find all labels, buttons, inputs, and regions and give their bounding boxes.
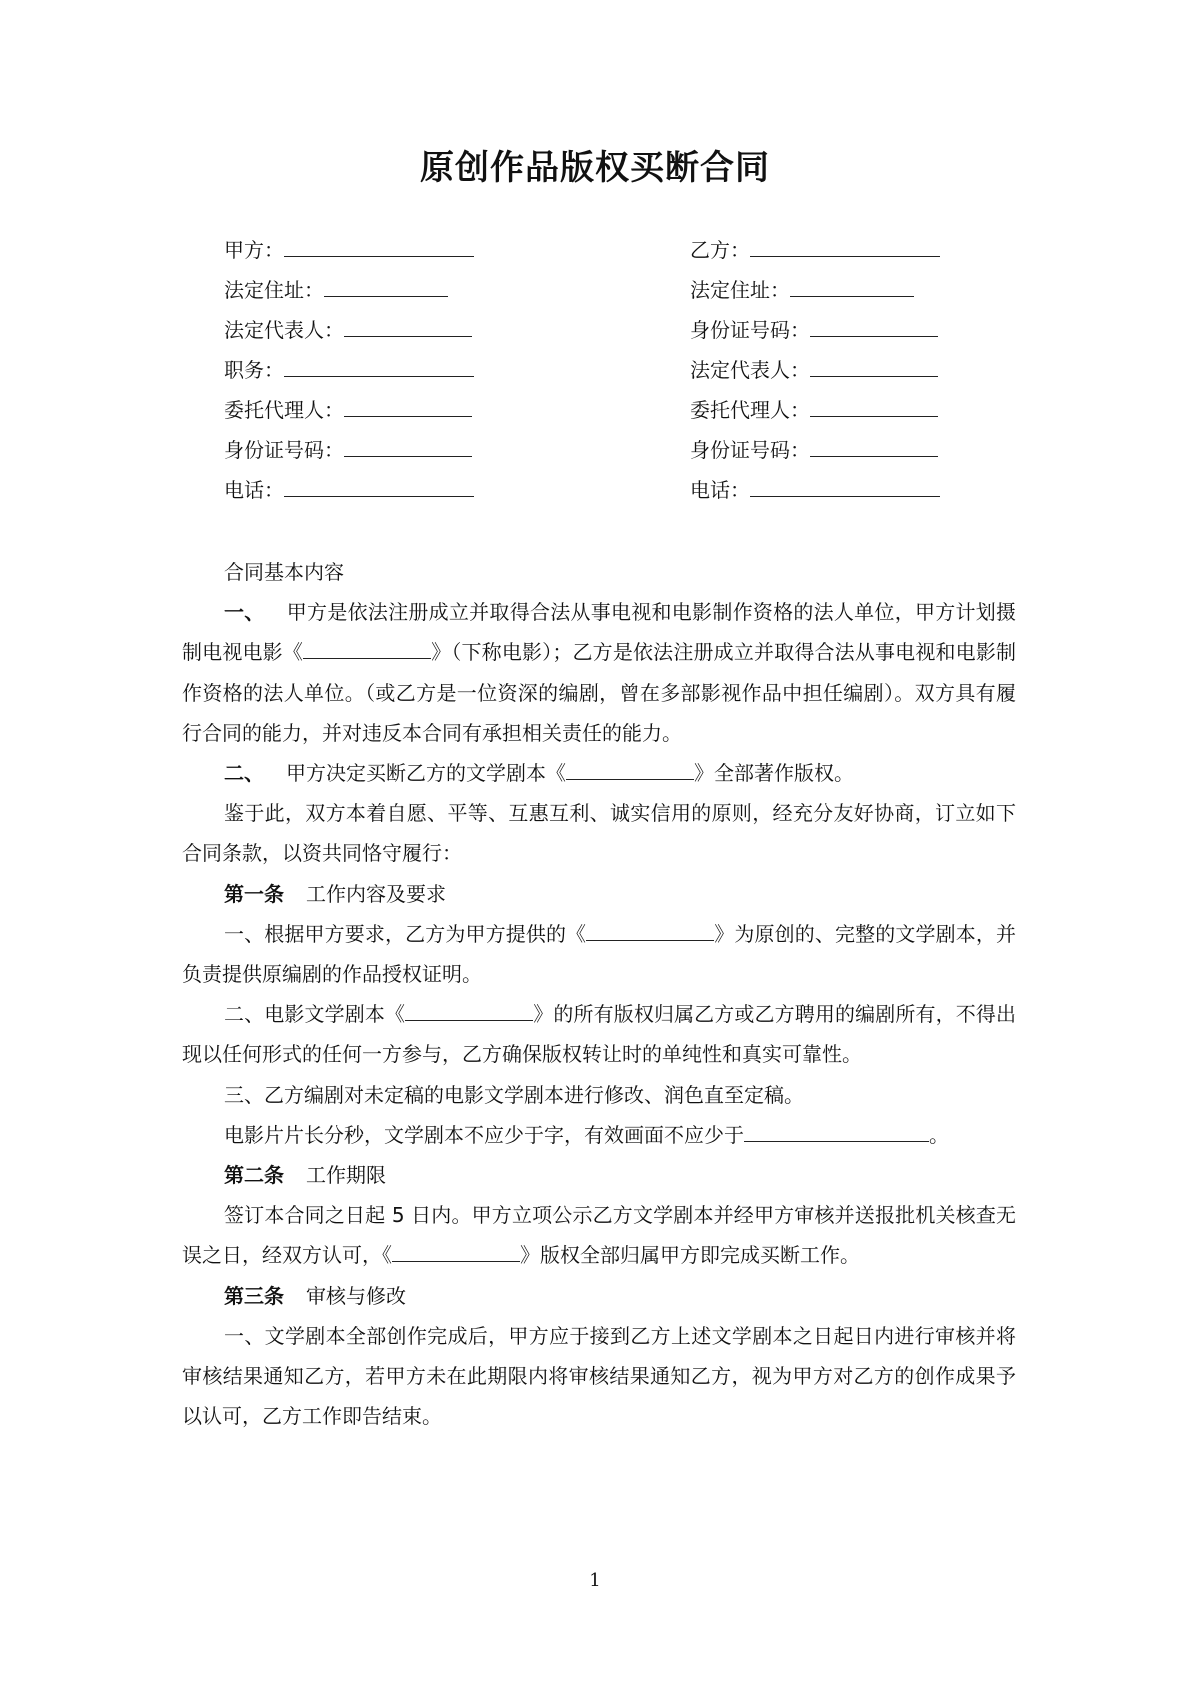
field-label: 委托代理人： [690, 398, 810, 422]
article-2-heading: 第二条 工作期限 [224, 1163, 386, 1188]
article-1-item-3: 三、乙方编剧对未定稿的电影文学剧本进行修改、润色直至定稿。 [224, 1082, 804, 1107]
blank-line [344, 318, 472, 337]
blank-line [810, 358, 938, 377]
field-label: 委托代理人： [224, 398, 344, 422]
field-label: 身份证号码： [690, 318, 810, 342]
party-b-id2-field [690, 430, 940, 470]
paragraph-3: 鉴于此，双方本着自愿、平等、互惠互利、诚实信用的原则，经充分友好协商，订立如下合同条款，以资共同恪守履行： [182, 801, 1016, 866]
field-label: 乙方： [690, 238, 750, 262]
party-b-legal-rep-field [690, 350, 940, 390]
blank-line [810, 318, 938, 337]
field-label: 身份证号码： [224, 438, 344, 462]
blank-line [405, 1002, 533, 1021]
party-a-legal-rep-field [224, 310, 474, 350]
party-a-phone-field [224, 470, 474, 510]
blank-line [344, 438, 472, 457]
field-label: 法定住址： [690, 278, 790, 302]
blank-line [810, 438, 938, 457]
page-number: 1 [589, 1570, 601, 1591]
blank-line [284, 358, 474, 377]
blank-line [750, 478, 940, 497]
party-b-id-field [690, 310, 940, 350]
party-a-name-field [224, 230, 474, 270]
article-1-item-2: 二、电影文学剧本《 》的所有版权归属乙方或乙方聘用的编剧所有，不得出现以任何形式的任何一方参与，乙方确保版权转让时的单纯性和真实可靠性。 [182, 1002, 1017, 1067]
blank-line [344, 398, 472, 417]
field-label: 法定代表人： [224, 318, 344, 342]
party-b-info [690, 230, 940, 510]
party-a-position-field [224, 350, 474, 390]
field-label: 法定代表人： [690, 358, 810, 382]
party-a-agent-field [224, 390, 474, 430]
party-a-info [224, 230, 474, 510]
party-b-agent-field [690, 390, 940, 430]
field-label: 电话： [690, 478, 750, 502]
party-b-address-field [690, 270, 940, 310]
blank-line [392, 1243, 520, 1262]
article-1-item-4: 电影片片长分秒，文学剧本不应少于字，有效画面不应少于 。 [224, 1122, 949, 1147]
blank-line [566, 761, 694, 780]
blank-line [303, 640, 431, 659]
contract-body [182, 552, 1016, 1436]
blank-line [810, 398, 938, 417]
field-label: 电话： [224, 478, 284, 502]
blank-line [284, 238, 474, 257]
field-label: 法定住址： [224, 278, 324, 302]
field-label: 身份证号码： [690, 438, 810, 462]
blank-line [750, 238, 940, 257]
article-1-item-1: 一、根据甲方要求，乙方为甲方提供的《 》为原创的、完整的文学剧本，并负责提供原编剧的作品授权证明。 [182, 921, 1017, 987]
field-label: 职务： [224, 358, 284, 382]
paragraph-1: 一、 甲方是依法注册成立并取得合法从事电视和电影制作资格的法人单位，甲方计划摄制电视电影《 》（下称电影）；乙方是依法注册成立并取得合法从事电视和电影制作资格的法人单位。（或乙方是一位资深的编剧，曾在多部影视作品中担任编剧）。双方具有履行合同的能力，并对违反本合同有承担相关责任的能力。 [182, 600, 1017, 745]
blank-line [586, 922, 714, 941]
document-title: 原创作品版权买断合同 [420, 148, 770, 188]
party-b-name-field [690, 230, 940, 270]
blank-line [284, 478, 474, 497]
blank-line [324, 278, 448, 297]
party-a-address-field [224, 270, 474, 310]
party-b-phone-field [690, 470, 940, 510]
blank-line [744, 1123, 929, 1142]
article-3-heading: 第三条 审核与修改 [224, 1283, 406, 1308]
blank-line [790, 278, 914, 297]
article-1-heading: 第一条 工作内容及要求 [224, 881, 446, 906]
party-a-id-field [224, 430, 474, 470]
article-3-item-1: 一、文学剧本全部创作完成后，甲方应于接到乙方上述文学剧本之日起日内进行审核并将审核结果通知乙方，若甲方未在此期限内将审核结果通知乙方，视为甲方对乙方的创作成果予以认可，乙方工作即告结束。 [182, 1323, 1016, 1429]
section-heading: 合同基本内容 [224, 560, 344, 584]
paragraph-2: 二、 甲方决定买断乙方的文学剧本《 》全部著作版权。 [224, 761, 854, 786]
field-label: 甲方： [224, 238, 284, 262]
article-2-item-1: 签订本合同之日起 5 日内。甲方立项公示乙方文学剧本并经甲方审核并送报批机关核查无误之日，经双方认可，《 》版权全部归属甲方即完成买断工作。 [182, 1203, 1016, 1268]
